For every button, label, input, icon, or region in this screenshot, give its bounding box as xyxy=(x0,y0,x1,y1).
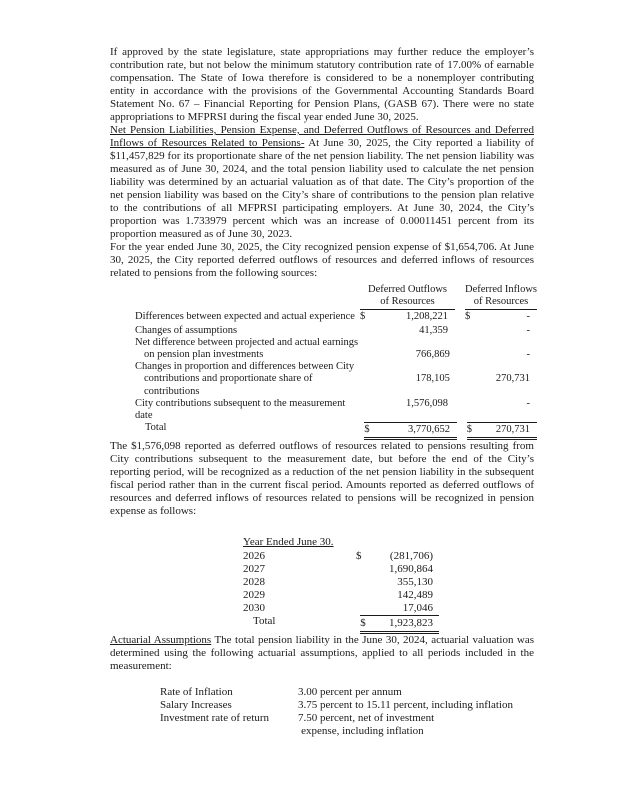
paragraph-actuarial-assumptions xyxy=(110,634,534,673)
net-pension-section-heading: Net Pension Liabilities, Pension Expense, and Deferred Outflows of Resources and Deferred Inflows of Resources Related to Pensions- xyxy=(110,124,534,149)
dollar-sign: $ xyxy=(360,617,366,630)
table-row: City contributions subsequent to the measurement date 1,576,098 - xyxy=(135,397,530,422)
table-row: 2029 142,489 xyxy=(243,589,433,602)
actuarial-assumptions-heading: Actuarial Assumptions xyxy=(110,634,212,647)
dollar-sign: $ xyxy=(356,550,362,563)
assumption-row-continued: expense, including inflation xyxy=(301,725,424,738)
table-row: Changes in proportion and differences between City xyxy=(135,361,355,373)
table-row: 2030 17,046 xyxy=(243,602,433,615)
table-row: Changes of assumptions 41,359 - xyxy=(135,324,530,336)
paragraph-state-appropriations: If approved by the state legislature, state appropriations may further reduce the employer’s contribution rate, but not below the minimum statutory contribution rate of 17.00% of earnable compensation. The State of Iowa therefore is considered to be a nonemployer contributing entity in accordance with the provisions of the Governmental Accounting Standards Board Statement No. 67 – Financial Reporting for Pension Plans, (GASB 67). There were no state appropriations to MFPRSI during the fiscal year ended June 30, 2025. xyxy=(110,46,534,123)
table-total-row: Total $ 1,923,823 xyxy=(243,615,439,634)
table-header-row xyxy=(135,284,537,310)
assumption-row: Investment rate of return 7.50 percent, net of investment xyxy=(160,712,435,725)
dollar-sign: $ xyxy=(360,311,366,323)
table-row: 2026 $ (281,706) xyxy=(243,550,433,563)
assumptions-list xyxy=(160,686,534,738)
deferred-resources-table xyxy=(135,284,537,440)
dollar-sign: $ xyxy=(465,311,471,323)
paragraph-net-pension-liabilities xyxy=(110,124,534,241)
paragraph-pension-expense: For the year ended June 30, 2025, the City recognized pension expense of $1,654,706. At June 30, 2025, the City reported deferred outflows of resources and deferred inflows of resources related to pensions from the following sources: xyxy=(110,241,534,279)
dollar-sign: $ xyxy=(364,424,370,436)
table-total-row: Total $ 3,770,652 $ 270,731 xyxy=(135,422,537,440)
table-row: 2027 1,690,864 xyxy=(243,563,433,576)
schedule-header: Year Ended June 30. xyxy=(243,536,334,549)
table-row: on pension plan investments 766,869 - xyxy=(144,349,531,361)
dollar-sign: $ xyxy=(466,424,473,436)
table-row: 2028 355,130 xyxy=(243,576,433,589)
table-row: contributions and proportionate share of contributions 178,105 270,731 xyxy=(144,373,531,397)
actuarial-assumptions-text: The total pension liability in the June 30, 2024, actuarial valuation was determined using the following actuarial assumptions, applied to all periods included in the measurement: xyxy=(110,634,534,673)
table-row: Net difference between projected and actual earnings xyxy=(135,336,359,348)
page-body xyxy=(110,46,538,738)
assumption-row: Salary Increases 3.75 percent to 15.11 percent, including inflation xyxy=(160,699,513,712)
paragraph-subsequent-contributions: The $1,576,098 reported as deferred outflows of resources related to pensions resulting from City contributions subsequent to the measurement date, but before the end of the City’s reporting period, will be recognized as a reduction of the net pension liability in the subsequent fiscal period rather than in the current fiscal period. Amounts reported as deferred outflows of resources and deferred inflows of resources related to pensions will be recognized in pension expense as follows: xyxy=(110,440,534,518)
net-pension-section-text: At June 30, 2025, the City reported a liability of $11,457,829 for its proportionate share of the net pension liability. The net pension liability was measured as of June 30, 2024, and the total pension liability used to calculate the net pension liability was determined by an actuarial valuation as of that date. The City’s proportion of the net pension liability was based on the City’s share of contributions to the pension plan relative to the contributions of all MFPRSI participating employers. At June 30, 2024, the City’s proportion was 1.733979 percent which was an increase of 0.00011451 percent from its proportion measured as of June 30, 2023. xyxy=(110,137,535,240)
assumption-row: Rate of Inflation 3.00 percent per annum xyxy=(160,686,402,699)
inflows-column-header: Deferred Inflows of Resources xyxy=(465,284,537,310)
outflows-column-header: Deferred Outflows of Resources xyxy=(360,284,455,310)
table-row: Differences between expected and actual experience $ 1,208,221 $ - xyxy=(135,311,530,323)
pension-expense-schedule-table xyxy=(243,536,439,634)
